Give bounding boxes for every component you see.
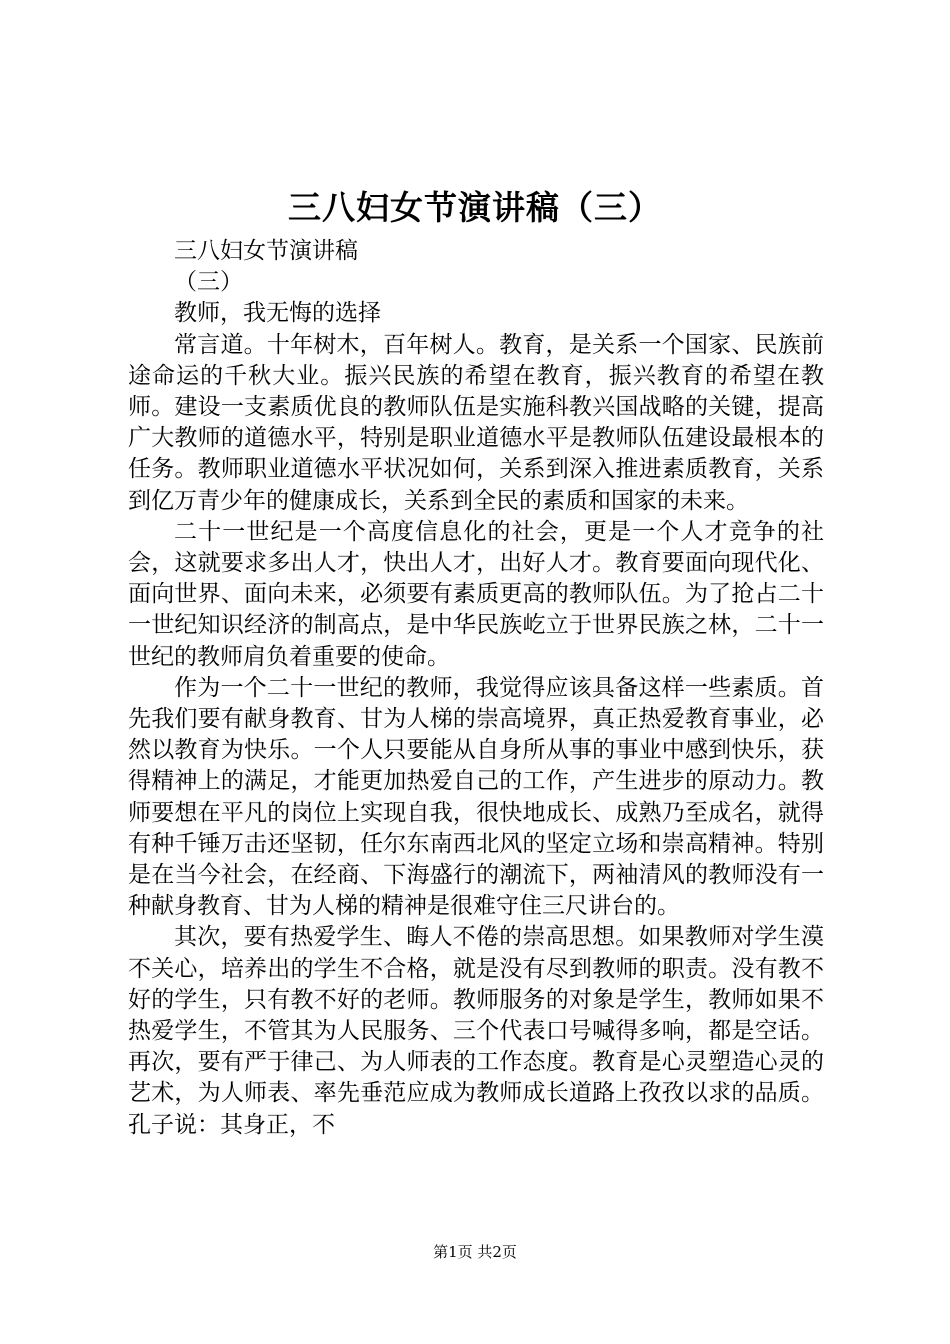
paragraph-body: 作为一个二十一世纪的教师，我觉得应该具备这样一些素质。首先我们要有献身教育、甘为人梯的崇高境界，真正热爱教育事业，必然以教育为快乐。一个人只要能从自身所从事的事业中感到快乐，获得精神上的满足，才能更加热爱自己的工作，产生进步的原动力。教师要想在平凡的岗位上实现自我，很快地成长、成熟乃至成名，就得有种千锤万击还坚韧，任尔东南西北风的坚定立场和崇高精神。特别是在当今社会，在经商、下海盛行的潮流下，两袖清风的教师没有一种献身教育、甘为人梯的精神是很难守住三尺讲台的。 <box>128 674 824 920</box>
document-title: 三八妇女节演讲稿（三） <box>288 188 662 227</box>
paragraph-subtitle: 教师，我无悔的选择 <box>174 300 381 327</box>
paragraph-body: 二十一世纪是一个高度信息化的社会，更是一个人才竞争的社会，这就要求多出人才，快出人才，出好人才。教育要面向现代化、面向世界、面向未来，必须要有素质更高的教师队伍。为了抢占二十一世纪知识经济的制高点，是中华民族屹立于世界民族之林，二十一世纪的教师肩负着重要的使命。 <box>128 518 824 670</box>
document-body <box>128 236 824 1141</box>
paragraph-number: （三） <box>174 269 243 296</box>
paragraph-heading: 三八妇女节演讲稿 <box>174 238 358 264</box>
paragraph-body: 其次，要有热爱学生、晦人不倦的崇高思想。如果教师对学生漠不关心，培养出的学生不合格，就是没有尽到教师的职责。没有教不好的学生，只有教不好的老师。教师服务的对象是学生，教师如果不热爱学生，不管其为人民服务、三个代表口号喊得多响，都是空话。再次，要有严于律己、为人师表的工作态度。教育是心灵塑造心灵的艺术，为人师表、率先垂范应成为教师成长道路上孜孜以求的品质。孔子说：其身正，不 <box>128 924 824 1138</box>
page-footer: 第1页 共2页 <box>433 1243 517 1261</box>
paragraph-body: 常言道。十年树木，百年树人。教育，是关系一个国家、民族前途命运的千秋大业。振兴民族的希望在教育，振兴教育的希望在教师。建设一支素质优良的教师队伍是实施科教兴国战略的关键，提高广大教师的道德水平，特别是职业道德水平是教师队伍建设最根本的任务。教师职业道德水平状况如何，关系到深入推进素质教育，关系到亿万青少年的健康成长，关系到全民的素质和国家的未来。 <box>128 331 824 514</box>
